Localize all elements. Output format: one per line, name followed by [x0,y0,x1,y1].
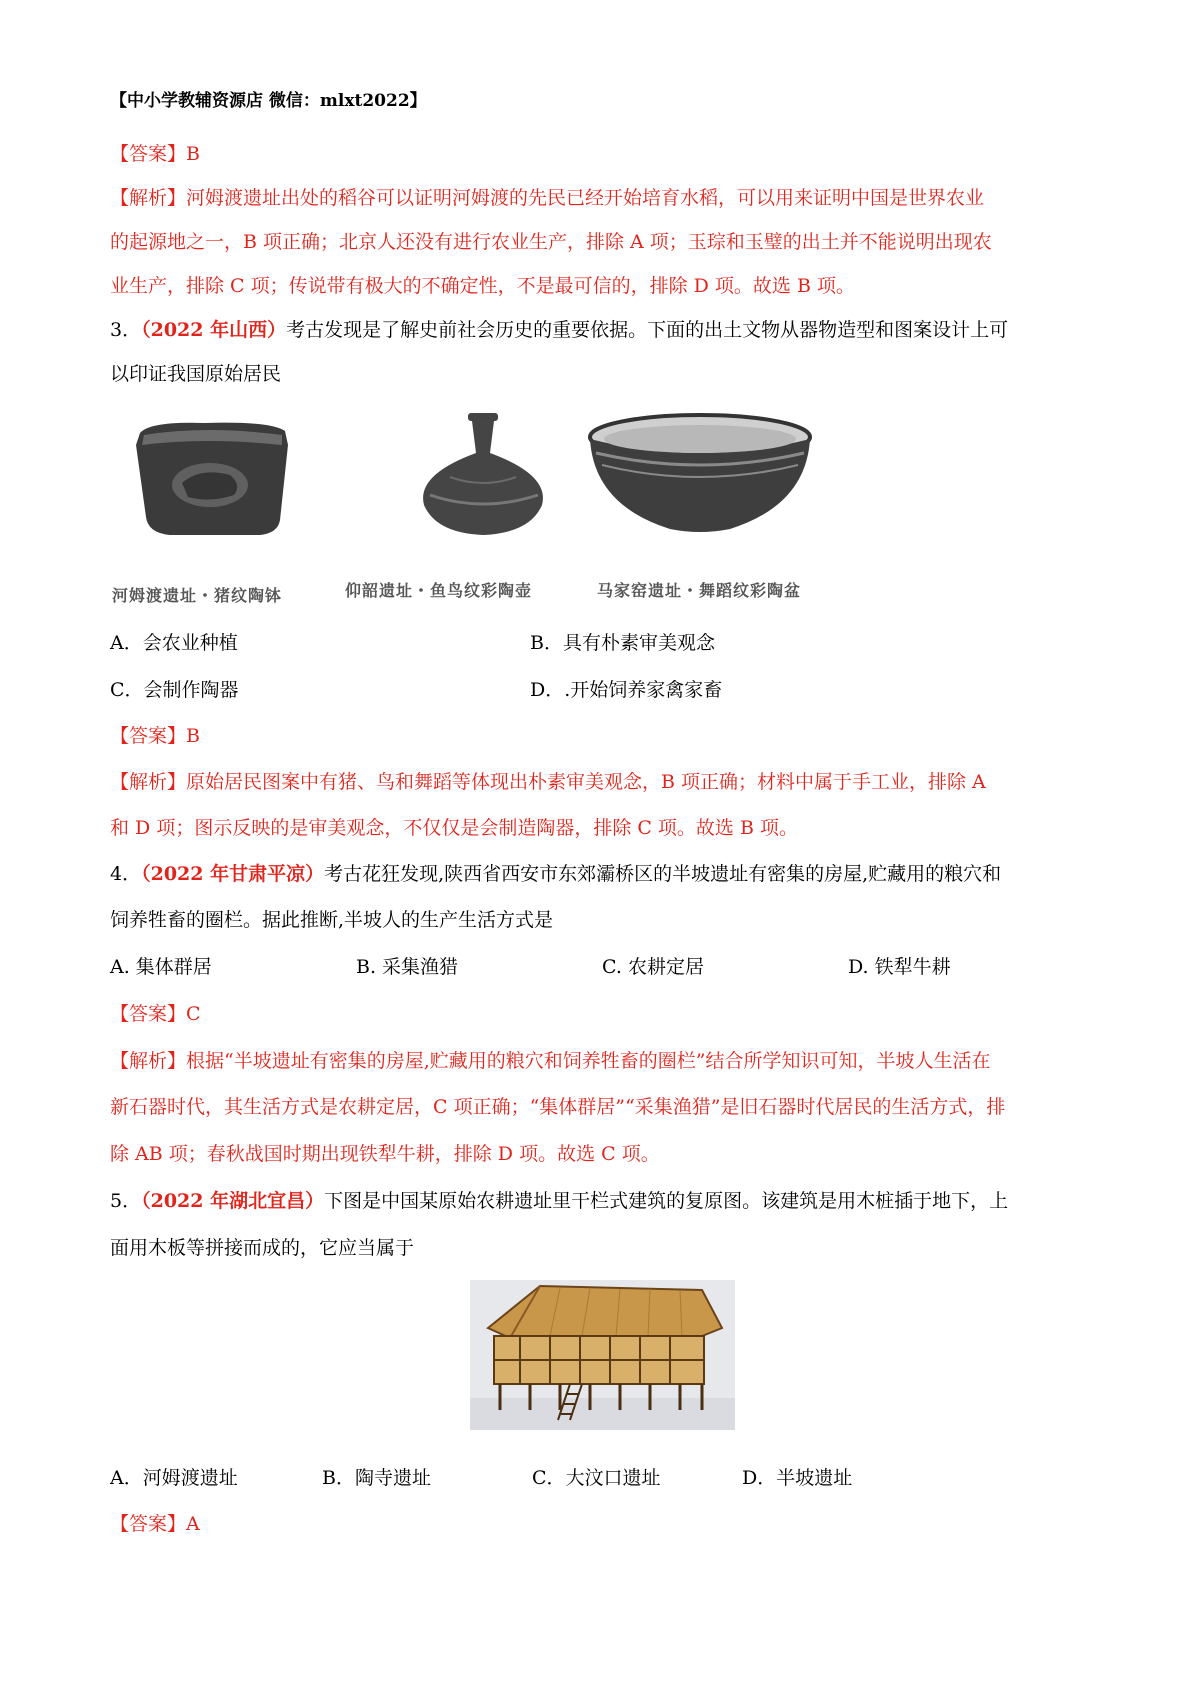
q4-stem [110,860,1100,888]
q2-analysis-line-3: 业生产，排除 C 项；传说带有极大的不确定性，不是最可信的，排除 D 项。故选 B 项。 [110,275,855,297]
pig-pattern-pot-image [136,423,288,535]
caption-dance-basin: 马家窑遗址・舞蹈纹彩陶盆 [597,581,802,600]
q3-analysis-line-1: 【解析】原始居民图案中有猪、鸟和舞蹈等体现出朴素审美观念，B 项正确；材料中属于手工业，排除 A [110,771,986,793]
q3-source: （2022 年山西） [141,319,287,341]
q5-option-c: C．大汶口遗址 [532,1467,661,1489]
q4-analysis-line-2: 新石器时代，其生活方式是农耕定居，C 项正确；“集体群居”“采集渔猎”是旧石器时代居民的生活方式，排 [110,1096,1006,1118]
q3-option-d: D．.开始饲养家禽家畜 [530,679,723,701]
q3-answer: 【答案】B [110,725,200,747]
caption-pig-pot: 河姆渡遗址・猪纹陶钵 [112,586,283,605]
q3-analysis-line-2: 和 D 项；图示反映的是审美观念，不仅仅是会制造陶器，排除 C 项。故选 B 项。 [110,817,798,839]
q5-option-a: A．河姆渡遗址 [110,1467,238,1489]
q4-option-b: B. 采集渔猎 [356,956,459,978]
stilt-house-image [470,1280,735,1430]
q3-option-c: C．会制作陶器 [110,679,239,701]
q4-answer: 【答案】C [110,1003,201,1025]
q4-analysis-line-1: 【解析】根据“半坡遗址有密集的房屋,贮藏用的粮穴和饲养牲畜的圈栏”结合所学知识可知，半坡人生活在 [110,1050,991,1072]
q5-option-d: D．半坡遗址 [742,1467,853,1489]
q4-stem-line-2: 饲养牲畜的圈栏。据此推断,半坡人的生产生活方式是 [110,909,554,931]
q4-option-c: C. 农耕定居 [602,956,704,978]
q5-stem-line-2: 面用木板等拼接而成的，它应当属于 [110,1237,415,1259]
q3-stem-text: 考古发现是了解史前社会历史的重要依据。下面的出土文物从器物造型和图案设计上可 [286,319,1009,341]
q5-source: （2022 年湖北宜昌） [141,1190,325,1212]
pottery-figure [110,405,890,555]
q4-source: （2022 年甘肃平凉） [141,863,325,885]
q5-stem-text: 下图是中国某原始农耕遗址里干栏式建筑的复原图。该建筑是用木桩插于地下，上 [324,1190,1009,1212]
q3-number: 3． [110,319,142,341]
q5-option-b: B．陶寺遗址 [322,1467,431,1489]
header-note: 【中小学教辅资源店 微信：mlxt2022】 [110,91,427,111]
q2-answer: 【答案】B [110,143,200,165]
q4-option-a: A. 集体群居 [110,956,212,978]
q3-option-b: B．具有朴素审美观念 [530,632,715,654]
q4-option-d: D. 铁犁牛耕 [848,956,951,978]
q2-analysis-line-1: 【解析】河姆渡遗址出处的稻谷可以证明河姆渡的先民已经开始培育水稻，可以用来证明中国是世界农业 [110,187,985,209]
q4-analysis-line-3: 除 AB 项；春秋战国时期出现铁犁牛耕，排除 D 项。故选 C 项。 [110,1143,660,1165]
q3-stem-line-2: 以印证我国原始居民 [110,363,282,385]
q3-option-a: A．会农业种植 [110,632,238,654]
q5-stem [110,1187,1100,1215]
q2-analysis-line-2: 的起源地之一，B 项正确；北京人还没有进行农业生产，排除 A 项；玉琮和玉璧的出土并不能说明出现农 [110,231,992,253]
q3-stem [110,316,1100,344]
q5-number: 5． [110,1190,142,1212]
q5-answer: 【答案】A [110,1513,200,1535]
q4-number: 4． [110,863,142,885]
caption-fish-bird-vase: 仰韶遗址・鱼鸟纹彩陶壶 [345,581,533,600]
dance-pattern-basin-image [590,415,810,532]
fish-bird-vase-image [423,413,543,535]
q4-stem-text: 考古花狂发现,陕西省西安市东郊灞桥区的半坡遗址有密集的房屋,贮藏用的粮穴和 [324,863,1002,885]
